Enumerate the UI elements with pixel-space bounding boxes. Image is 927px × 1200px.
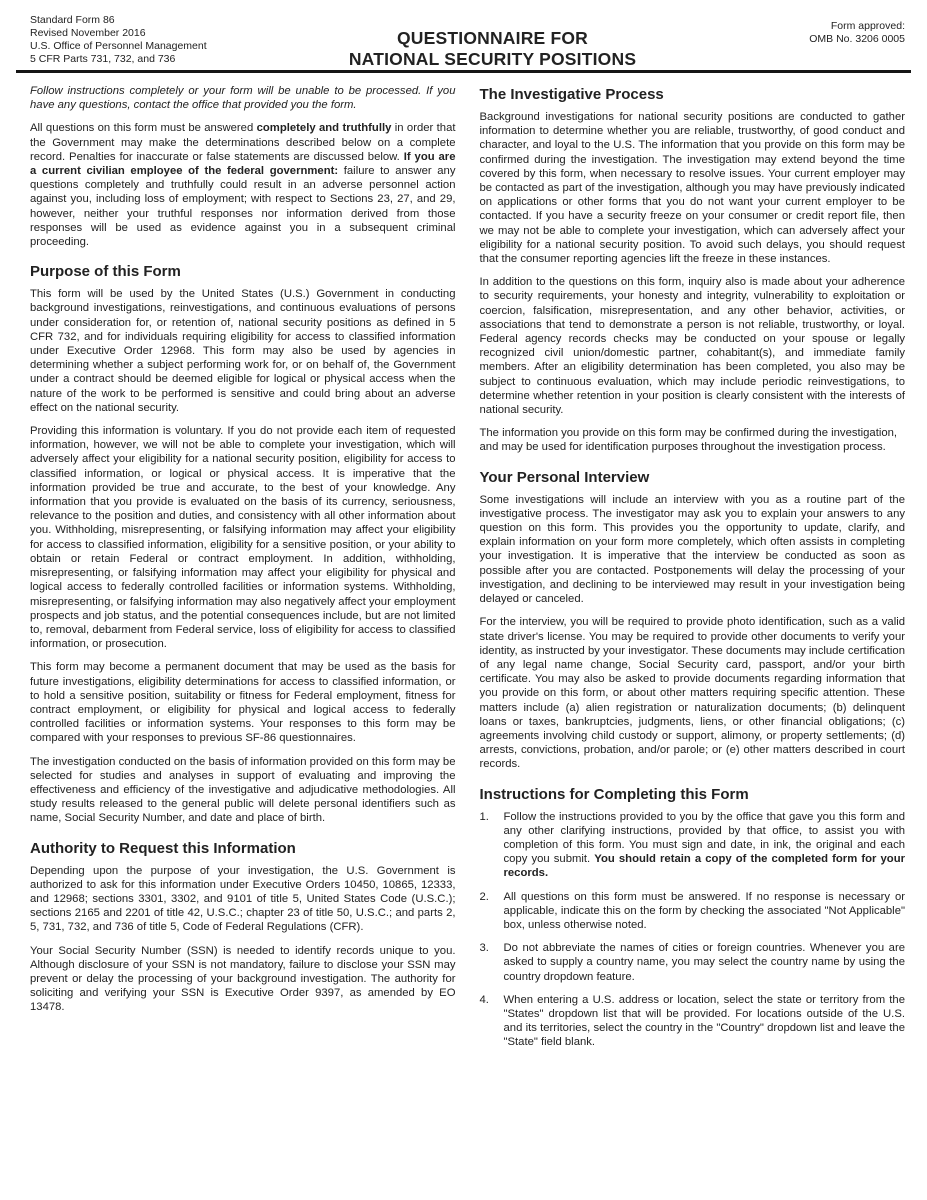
bold-text-run: You should retain a copy of the completed form for your records. [503, 853, 905, 880]
paragraph [30, 660, 456, 745]
list-item-number: 2. [479, 890, 489, 903]
omb-number: OMB No. 3206 0005 [809, 33, 905, 45]
text-run: Depending upon the purpose of your investigation, the U.S. Government is authorized to ask for this information under Executive Orders 10450, 10865, 12333, and 12968; sections 3301, 3302, and 9101 of title 5, United States Code (U.S.C.); sections 2165 and 2201 of title 42, U.S.C.; chapter 23 of title 50, U.S.C.; and parts 2, 5, 731, 732, and 736 of title 5, Code of Federal Regulations (CFR). [30, 864, 456, 934]
text-run: Your Social Security Number (SSN) is needed to identify records unique to you. Although disclosure of your SSN is not mandatory, failure to disclose your SSN may prevent or delay the processing of your background investigation. The authority for soliciting and verifying your SSN is Executive Order 9397, as amended by EO 13478. [30, 944, 456, 1014]
paragraph [480, 110, 906, 266]
paragraph [30, 755, 456, 826]
form-id-line-3: U.S. Office of Personnel Management [30, 40, 207, 52]
form-title-line-2: NATIONAL SECURITY POSITIONS [348, 49, 637, 69]
instruction-list-item [480, 890, 906, 933]
list-item-text [504, 890, 906, 933]
text-run: This form will be used by the United States (U.S.) Government in conducting background investigations, reinvestigations, and continuous evaluations of persons under consideration for, or retention of, national security positions as defined in 5 CFR 732, and for individuals requiring eligibility for access to classified information under Executive Order 12968. This form may also be used by agencies in determining whether a subject performing work for, or on behalf of, the Government under a contract should be deemed eligible for logical or physical access when the nature of the work to be performed is sensitive and could bring about an adverse effect on the national security. [30, 288, 456, 414]
paragraph [30, 121, 456, 249]
two-column-body [0, 73, 927, 1059]
paragraph [480, 426, 906, 454]
bold-text-run: completely and truthfully [256, 122, 392, 135]
page-header [0, 0, 927, 69]
bold-text-run: If you are a current civilian employee of the federal government: [30, 150, 456, 178]
text-run: The information you provide on this form may be confirmed during the investigation, and may be used for identification purposes throughout the investigation process. [479, 427, 898, 454]
form-title [280, 28, 705, 70]
instruction-list-item [480, 941, 906, 984]
section-heading: Your Personal Interview [479, 468, 650, 486]
paragraph [480, 615, 906, 771]
paragraph [30, 287, 456, 415]
list-item-number: 1. [479, 810, 489, 823]
list-item-text [504, 993, 906, 1050]
text-run: When entering a U.S. address or location, select the state or territory from the "States" dropdown list that will be provided. For locations outside of the U.S. and its territories, select the country in the "Country" dropdown list and leave the "State" field blank. [503, 993, 905, 1049]
form-approved-label: Form approved: [830, 20, 905, 32]
paragraph [30, 944, 456, 1015]
form-id-line-4: 5 CFR Parts 731, 732, and 736 [30, 53, 176, 65]
list-item-number: 3. [479, 942, 489, 955]
text-run: Follow the instructions provided to you by the office that gave you this form and any other clarifying instructions, provided by that office, to assist you with completion of this form. You must sign and date, in ink, the original and each copy you submit. [503, 810, 905, 866]
text-run: In addition to the questions on this form, inquiry also is made about your adherence to security requirements, your honesty and integrity, vulnerability to exploitation or coercion, falsification, misrepresentation, and any other behavior, activities, or associations that tend to demonstrate a person is not reliable, trustworthy, or loyal. Federal agency records checks may be conducted on your spouse or legally recognized civil union/domestic partner, cohabitant(s), and immediate family members. After an eligibility determination has been completed, you also may be subject to continuous evaluation, which may include periodic reinvestigations, to determine whether retention in your position is clearly consistent with the interests of national security. [479, 276, 905, 417]
form-title-line-1: QUESTIONNAIRE FOR [396, 28, 589, 48]
form-id-line-1: Standard Form 86 [30, 14, 115, 26]
list-item-text [504, 941, 906, 984]
text-run: failure to answer any questions completely and truthfully could result in an adverse personnel action against you, including loss of employment; with respect to Sections 23, 27, and 29, however, neither your truthful responses nor information derived from those responses will be used as evidence against you in a subsequent criminal proceeding. [30, 165, 456, 249]
list-item-text [504, 810, 906, 881]
right-column [480, 84, 906, 1059]
paragraph [30, 84, 456, 112]
paragraph [480, 275, 906, 417]
paragraph [480, 493, 906, 607]
paragraph [30, 864, 456, 935]
left-column [30, 84, 456, 1059]
text-run: Providing this information is voluntary. If you do not provide each item of requested information, however, we will not be able to complete your investigation, which will adversely affect your eligibility for a national security position, eligibility for access to classified information, or logical or physical access. It is imperative that the information provided be true and accurate, to the best of your knowledge. Any information that you provide is evaluated on the basis of its currency, seriousness, relevance to the position and duties, and consistency with all other information about you. Withholding, misrepresenting, or falsifying information may affect your eligibility for access to classified information, eligibility for a sensitive position, or your ability to obtain or retain Federal or contract employment. In addition, withholding, misrepresenting, or falsifying information may affect your eligibility for physical and logical access to federally controlled facilities or information systems. Withholding, misrepresenting, or falsifying information may also negatively affect your employment prospects and job status, and the potential consequences include, but are not limited to, removal, debarment from Federal service, loss of eligibility for access to classified information, or prosecution. [30, 425, 456, 651]
text-run: All questions on this form must be answered. If no response is necessary or applicable, indicate this on the form by checking the associated "Not Applicable" box, unless otherwise noted. [503, 890, 905, 931]
section-heading: Instructions for Completing this Form [479, 785, 749, 803]
text-run: The investigation conducted on the basis of information provided on this form may be selected for studies and analyses in support of evaluating and improving the effectiveness and efficiency of the investigative and adjudicative methodologies. All study results released to the general public will delete personal identifiers such as name, Social Security Number, and date and place of birth. [30, 755, 456, 825]
instruction-list-item [480, 993, 906, 1050]
text-run: Background investigations for national security positions are conducted to gather information to determine whether you are reliable, trustworthy, of good conduct and character, and loyal to the U.S. The information that you provide on this form may be confirmed during the investigation. The investigation may extend beyond the time covered by this form, when necessary to resolve issues. Your current employer may be contacted as part of the investigation, although you may have previously indicated on applications or other forms that you do not want your current employer to be contacted. If you have a security freeze on your consumer or credit report file, then we may not be able to complete your investigation, which can adversely affect your eligibility for a national security position. To avoid such delays, you should request that the consumer reporting agencies lift the freeze in these instances. [479, 111, 905, 266]
form-id-block [30, 14, 280, 66]
text-run: Do not abbreviate the names of cities or foreign countries. Whenever you are asked to supply a country name, you may select the country name by using the country dropdown feature. [503, 942, 905, 983]
text-run: This form may become a permanent document that may be used as the basis for future investigations, eligibility determinations for access to classified information, or to hold a sensitive position, suitability or fitness for Federal employment, fitness for contract employment, or eligibility for physical and logical access to federally controlled facilities or information systems. Your responses to this form may be compared with your responses to previous SF-86 questionnaires. [30, 661, 456, 745]
text-run: Some investigations will include an interview with you as a routine part of the investigative process. The investigator may ask you to explain your answers to any question on this form. This provides you the opportunity to update, clarify, and explain information on your form more completely, which often assists in completing your investigation. It is imperative that the interview be conducted as soon as possible after you are contacted. Postponements will delay the processing of your investigation, and declining to be interviewed may result in your investigation being delayed or canceled. [479, 493, 905, 606]
text-run: in order that the Government may make the determinations described below on a complete record. Penalties for inaccurate or false statements are discussed below. [30, 122, 456, 163]
form-id-line-2: Revised November 2016 [30, 27, 146, 39]
text-run: For the interview, you will be required to provide photo identification, such as a valid state driver's license. You may be required to provide other documents to verify your identity, as instructed by your investigator. These documents may include certification of any legal name change, Social Security card, passport, and/or your birth certificate. You may also be asked to provide documents regarding information that you provide on this form, or about other matters requiring specific attention. These matters include (a) alien registration or naturalization documents; (b) delinquent loans or taxes, bankruptcies, judgments, liens, or other financial obligations; (c) agreements involving child custody or support, alimony, or property settlements; (d) arrests, convictions, probation, and/or parole; or (e) other matters described in court records. [479, 616, 905, 771]
instruction-list-item [480, 810, 906, 881]
section-heading: Purpose of this Form [30, 263, 181, 281]
text-run: Follow instructions completely or your form will be unable to be processed. If you have any questions, contact the office that provided you the form. [30, 85, 456, 112]
paragraph [30, 424, 456, 651]
section-heading: Authority to Request this Information [30, 839, 296, 857]
section-heading: The Investigative Process [479, 86, 664, 103]
list-item-number: 4. [479, 993, 489, 1006]
text-run: All questions on this form must be answered [30, 122, 257, 135]
omb-approval-block [705, 20, 905, 46]
